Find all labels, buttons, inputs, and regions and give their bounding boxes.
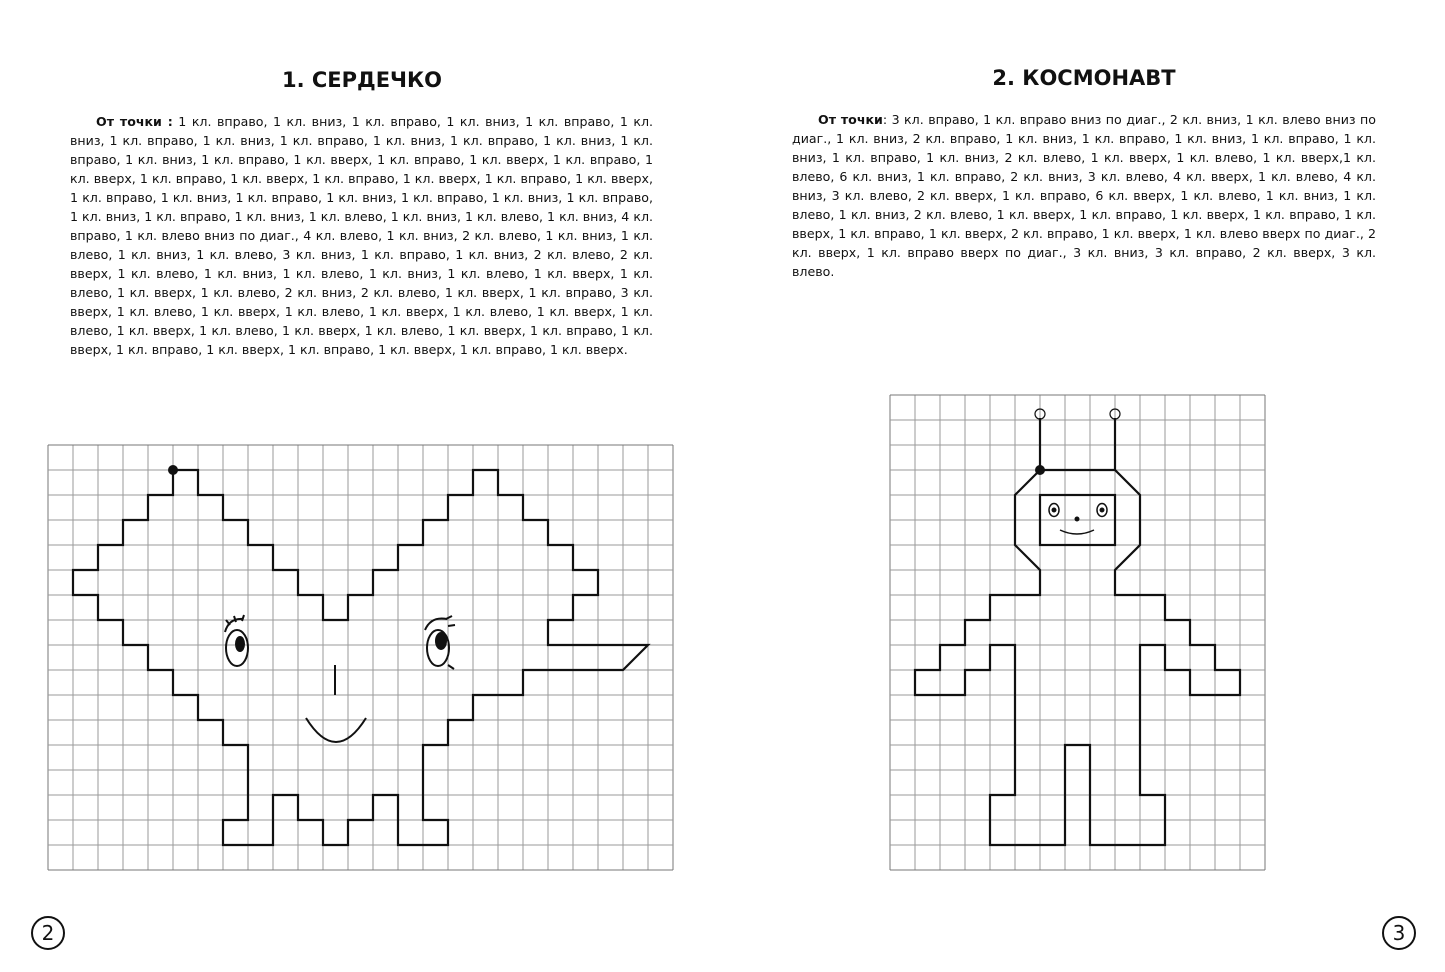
heart-grid	[48, 445, 673, 870]
heart-start-dot	[168, 465, 178, 475]
left-instructions-text: 1 кл. вправо, 1 кл. вниз, 1 кл. вправо, 1 кл. вниз, 1 кл. вправо, 1 кл. вниз, 1 кл. вправо, 1 кл. вниз, 1 кл. вправо, 1 кл. вниз, 1 кл. вправо, 1 кл. вниз, 1 кл. вправо, 1 кл. вниз, 1 кл. вправо, 1 кл. вверх, 1 кл. вправо, 1 кл. вверх, 1 кл. вправо, 1 кл. вверх, 1 кл. вправо, 1 кл. вверх, 1 кл. вправо, 1 кл. вверх, 1 кл. вправо, 1 кл. вверх, 1 кл. вправо, 1 кл. вниз, 1 кл. вправо, 1 кл. вниз, 1 кл. вправо, 1 кл. вниз, 1 кл. вправо, 1 кл. вниз, 1 кл. вправо, 1 кл. вниз, 1 кл. влево, 1 кл. вниз, 1 кл. влево, 1 кл. вниз, 4 кл. вправо, 1 кл. влево вниз по диаг., 4 кл. влево, 1 кл. вниз, 2 кл. влево, 1 кл. вниз, 1 кл. влево, 1 кл. вниз, 1 кл. влево, 3 кл. вниз, 1 кл. вправо, 1 кл. вниз, 2 кл. влево, 2 кл. вверх, 1 кл. влево, 1 кл. вниз, 1 кл. влево, 1 кл. вниз, 1 кл. влево, 1 кл. вверх, 1 кл. влево, 1 кл. вверх, 1 кл. влево, 2 кл. вниз, 2 кл. влево, 1 кл. вверх, 1 кл. вправо, 3 кл. вверх, 1 кл. влево, 1 кл. вверх, 1 кл. влево, 1 кл. вверх, 1 кл. влево, 1 кл. вверх, 1 кл. влево, 1 кл. вверх, 1 кл. влево, 1 кл. вверх, 1 кл. влево, 1 кл. вверх, 1 кл. вправо, 1 кл. вверх, 1 кл. вправо, 1 кл. вверх, 1 кл. вправо, 1 кл. вверх, 1 кл. вправо, 1 кл. вверх.	[70, 114, 653, 357]
heart-face	[225, 615, 455, 742]
cosmonaut-outline	[915, 409, 1240, 845]
page-number-left: 2	[31, 916, 65, 950]
left-title: 1. СЕРДЕЧКО	[281, 68, 443, 92]
right-instructions-text: : 3 кл. вправо, 1 кл. вправо вниз по диаг., 2 кл. вниз, 1 кл. влево вниз по диаг., 1 кл. вниз, 2 кл. вправо, 1 кл. вниз, 1 кл. вправо, 1 кл. вниз, 1 кл. вправо, 1 кл. вниз, 1 кл. вправо, 1 кл. вниз, 2 кл. влево, 1 кл. вверх, 1 кл. влево, 1 кл. вверх,1 кл. влево, 6 кл. вниз, 1 кл. вправо, 2 кл. вниз, 3 кл. влево, 4 кл. вверх, 1 кл. влево, 4 кл. вниз, 3 кл. влево, 2 кл. вверх, 1 кл. вправо, 6 кл. вверх, 1 кл. влево, 1 кл. вниз, 1 кл. влево, 1 кл. вниз, 2 кл. влево, 1 кл. вверх, 1 кл. вправо, 1 кл. вверх, 1 кл. вправо, 1 кл. вверх, 1 кл. вправо, 1 кл. вверх, 2 кл. вправо, 1 кл. вверх, 1 кл. влево вверх по диаг., 2 кл. вверх, 1 кл. вправо вверх по диаг., 3 кл. вниз, 3 кл. вправо, 2 кл. вверх, 3 кл. влево.	[792, 112, 1376, 279]
cosmonaut-grid	[890, 395, 1265, 870]
left-lead: От точки :	[96, 114, 173, 129]
right-lead: От точки	[818, 112, 883, 127]
right-title: 2. КОСМОНАВТ	[992, 66, 1176, 90]
heart-outline	[73, 470, 648, 845]
cosmonaut-face-details	[1035, 465, 1105, 522]
page-number-right: 3	[1382, 916, 1416, 950]
